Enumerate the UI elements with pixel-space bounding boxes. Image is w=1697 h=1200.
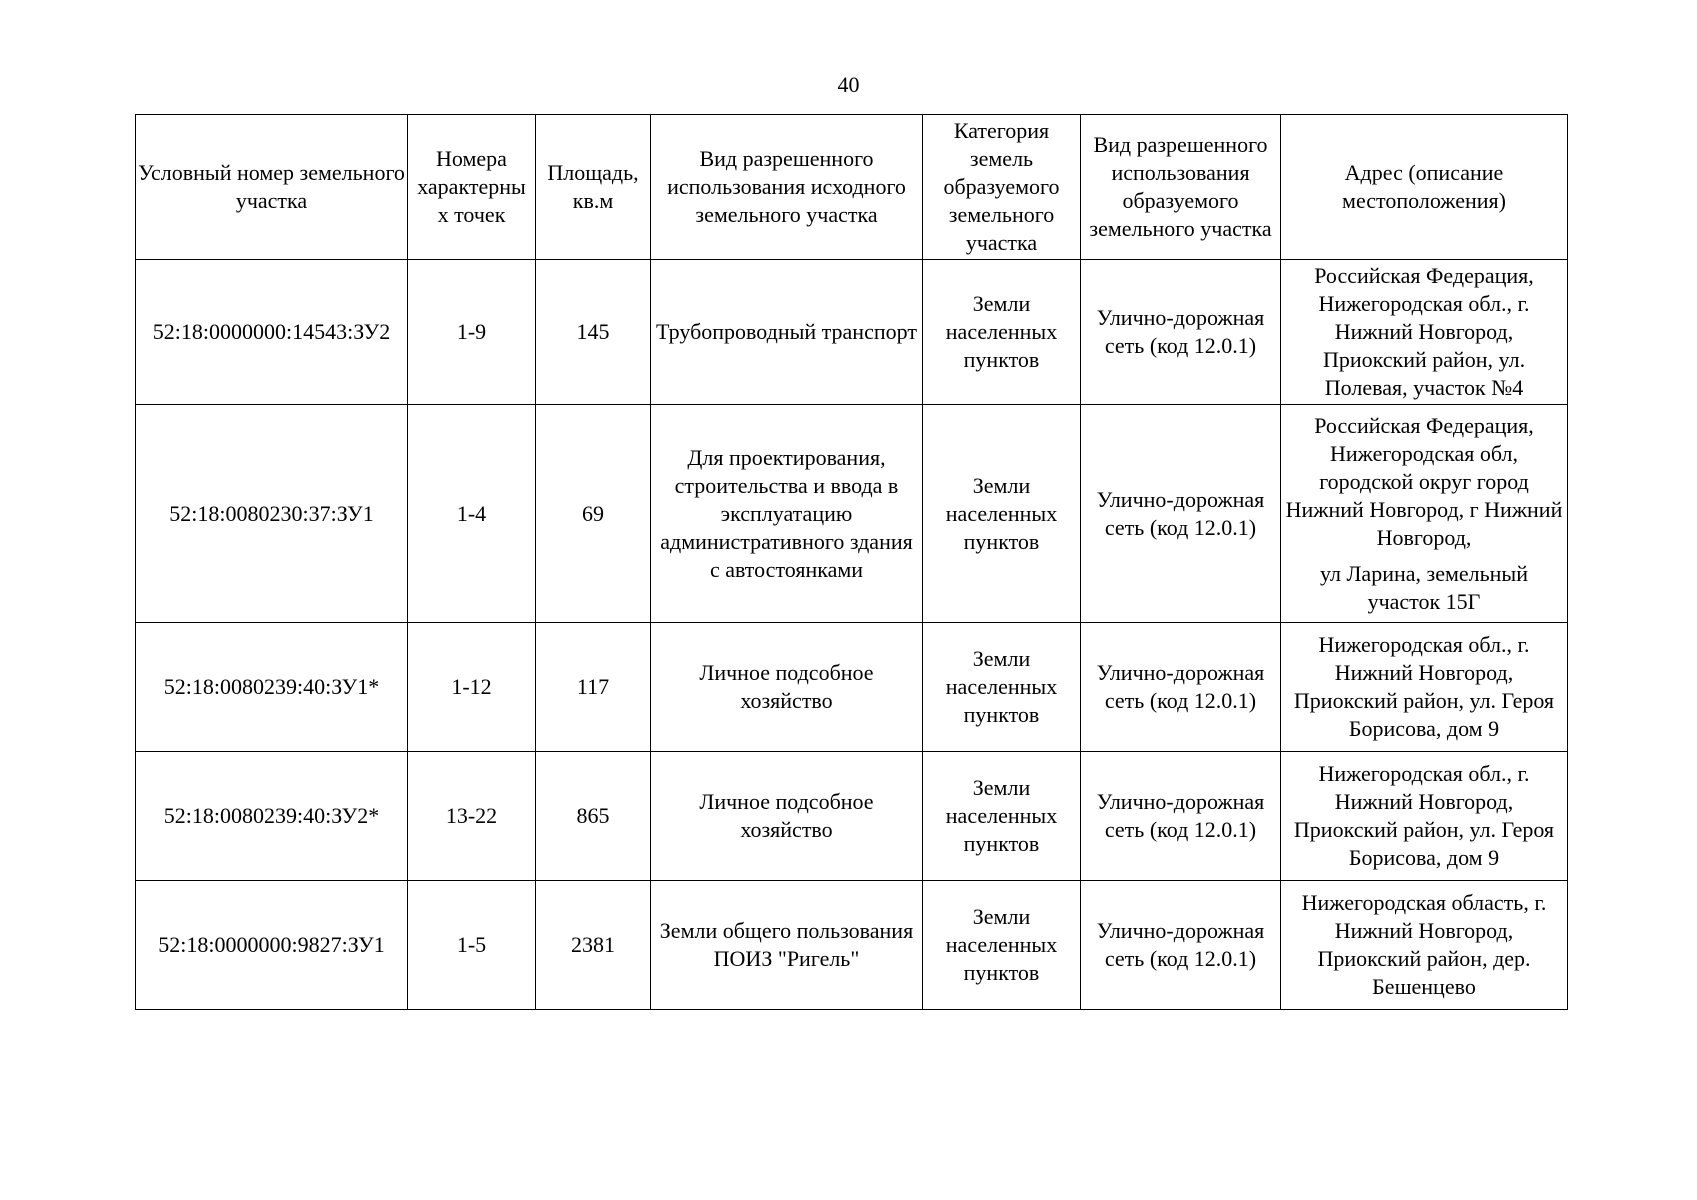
cell-point-numbers: 13-22 [408, 752, 536, 881]
address-text: Российская Федерация, Нижегородская обл, городской округ город Нижний Новгород, г Нижний Новгород, [1285, 412, 1563, 550]
table-header-row [136, 115, 1568, 260]
table-row [136, 405, 1568, 623]
cell-area: 865 [536, 752, 651, 881]
cell-address [1281, 405, 1568, 623]
page-number: 40 [837, 72, 860, 97]
land-parcels-table [135, 114, 1568, 1010]
cell-source-permitted-use: Для проектирования, строительства и ввода в эксплуатацию административного здания с автостоянками [651, 405, 923, 623]
table-row [136, 881, 1568, 1010]
cell-source-permitted-use: Личное подсобное хозяйство [651, 752, 923, 881]
cell-point-numbers: 1-5 [408, 881, 536, 1010]
cell-area: 117 [536, 623, 651, 752]
cell-address: Нижегородская обл., г. Нижний Новгород, Приокский район, ул. Героя Борисова, дом 9 [1281, 752, 1568, 881]
header-point-numbers: Номера характерны х точек [408, 115, 536, 260]
header-address: Адрес (описание местоположения) [1281, 115, 1568, 260]
cell-area: 69 [536, 405, 651, 623]
table-row [136, 260, 1568, 405]
header-land-category: Категория земель образуемого земельного участка [923, 115, 1081, 260]
cell-land-category: Земли населенных пунктов [923, 752, 1081, 881]
cell-source-permitted-use: Личное подсобное хозяйство [651, 623, 923, 752]
header-parcel-number: Условный номер земельного участка [136, 115, 408, 260]
table-row [136, 752, 1568, 881]
cell-parcel-number: 52:18:0080230:37:ЗУ1 [136, 405, 408, 623]
cell-new-permitted-use: Улично-дорожная сеть (код 12.0.1) [1081, 623, 1281, 752]
header-new-permitted-use: Вид разрешенного использования образуемого земельного участка [1081, 115, 1281, 260]
cell-area: 2381 [536, 881, 651, 1010]
cell-land-category: Земли населенных пунктов [923, 881, 1081, 1010]
header-area: Площадь, кв.м [536, 115, 651, 260]
cell-new-permitted-use: Улично-дорожная сеть (код 12.0.1) [1081, 260, 1281, 405]
cell-point-numbers: 1-9 [408, 260, 536, 405]
cell-point-numbers: 1-12 [408, 623, 536, 752]
cell-new-permitted-use: Улично-дорожная сеть (код 12.0.1) [1081, 752, 1281, 881]
cell-land-category: Земли населенных пунктов [923, 405, 1081, 623]
cell-parcel-number: 52:18:0080239:40:ЗУ2* [136, 752, 408, 881]
cell-source-permitted-use: Земли общего пользования ПОИЗ "Ригель" [651, 881, 923, 1010]
table-row [136, 623, 1568, 752]
cell-area: 145 [536, 260, 651, 405]
cell-new-permitted-use: Улично-дорожная сеть (код 12.0.1) [1081, 881, 1281, 1010]
cell-source-permitted-use: Трубопроводный транспорт [651, 260, 923, 405]
cell-address: Российская Федерация, Нижегородская обл., г. Нижний Новгород, Приокский район, ул. Полевая, участок №4 [1281, 260, 1568, 405]
cell-new-permitted-use: Улично-дорожная сеть (код 12.0.1) [1081, 405, 1281, 623]
cell-parcel-number: 52:18:0080239:40:ЗУ1* [136, 623, 408, 752]
cell-parcel-number: 52:18:0000000:14543:ЗУ2 [136, 260, 408, 405]
address-text-continued: ул Ларина, земельный участок 15Г [1320, 560, 1528, 614]
cell-land-category: Земли населенных пунктов [923, 623, 1081, 752]
header-source-permitted-use: Вид разрешенного использования исходного земельного участка [651, 115, 923, 260]
cell-address: Нижегородская область, г. Нижний Новгород, Приокский район, дер. Бешенцево [1281, 881, 1568, 1010]
cell-land-category: Земли населенных пунктов [923, 260, 1081, 405]
cell-address: Нижегородская обл., г. Нижний Новгород, Приокский район, ул. Героя Борисова, дом 9 [1281, 623, 1568, 752]
cell-parcel-number: 52:18:0000000:9827:ЗУ1 [136, 881, 408, 1010]
cell-point-numbers: 1-4 [408, 405, 536, 623]
